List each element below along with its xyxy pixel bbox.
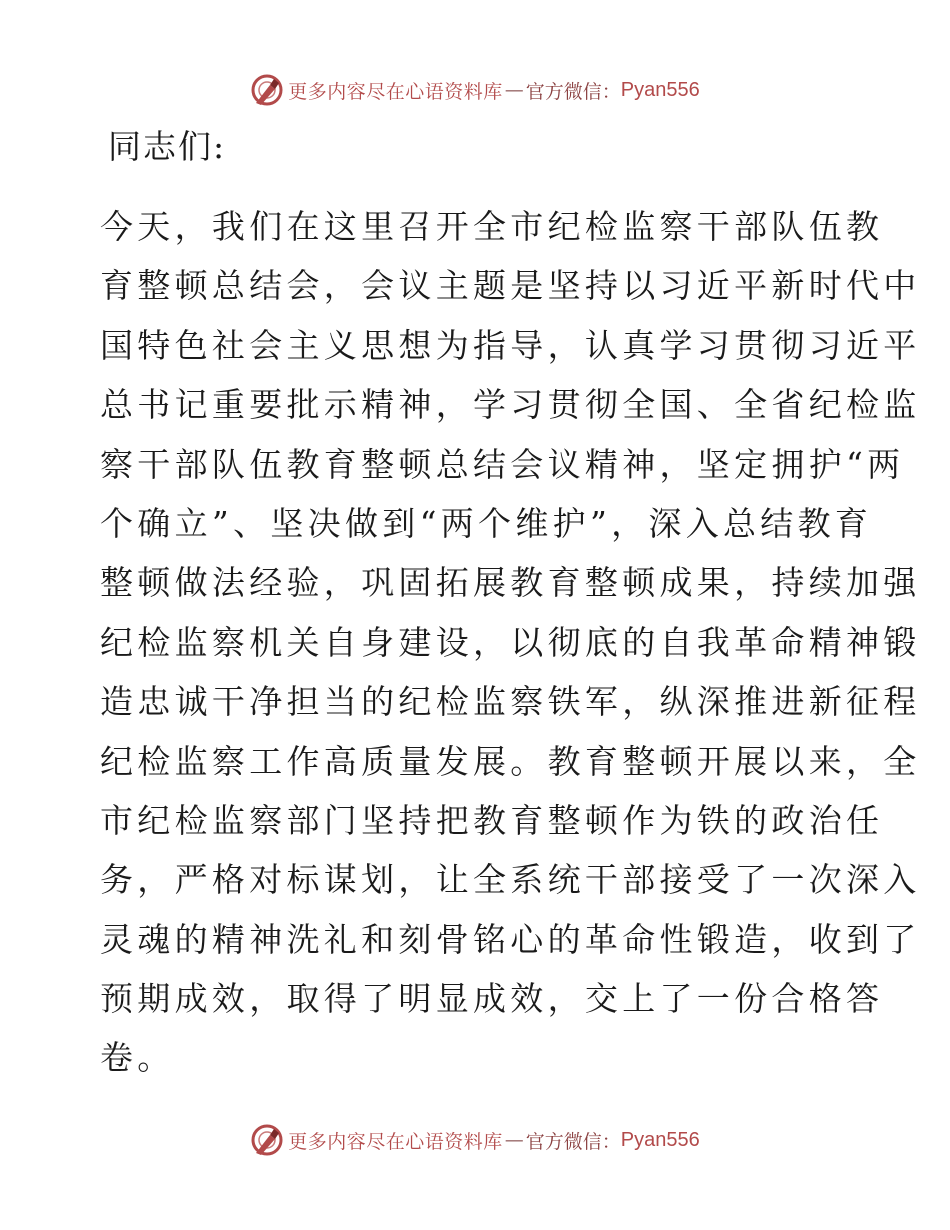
brand-text: 更多内容尽在心语资料库 — [288, 1130, 503, 1153]
paragraph-line: 造忠诚干净担当的纪检监察铁军，纵深推进新征程 — [100, 682, 921, 722]
paragraph-line: 育整顿总结会，会议主题是坚持以习近平新时代中 — [100, 266, 921, 306]
paragraph-line: 个确立”、坚决做到“两个维护”，深入总结教育 — [100, 503, 873, 543]
contact-label: 官方微信： — [525, 80, 621, 103]
paragraph-line: 预期成效，取得了明显成效，交上了一份合格答 — [100, 979, 884, 1019]
footer-watermark-banner — [0, 1120, 950, 1160]
contact-label: 官方微信： — [525, 1130, 621, 1153]
contact-handle: Pyan556 — [620, 78, 700, 101]
banner-separator: — — [504, 1129, 524, 1151]
contact-handle: Pyan556 — [620, 1128, 700, 1151]
paragraph-line: 总书记重要批示精神，学习贯彻全国、全省纪检监 — [100, 385, 921, 425]
banner-separator: — — [504, 79, 524, 101]
paragraph-line: 纪检监察工作高质量发展。教育整顿开展以来，全 — [100, 741, 921, 781]
paragraph-line: 市纪检监察部门坚持把教育整顿作为铁的政治任 — [100, 800, 884, 840]
paragraph-line: 纪检监察机关自身建设，以彻底的自我革命精神锻 — [100, 622, 921, 662]
brand-text: 更多内容尽在心语资料库 — [288, 80, 503, 103]
paragraph-line: 卷。 — [100, 1038, 175, 1078]
paragraph-line: 今天，我们在这里召开全市纪检监察干部队伍教 — [100, 207, 884, 246]
paragraph-line: 国特色社会主义思想为指导，认真学习贯彻习近平 — [100, 325, 921, 365]
paragraph-line: 察干部队伍教育整顿总结会议精神，坚定拥护“两 — [100, 444, 905, 484]
paragraph-line: 务，严格对标谋划，让全系统干部接受了一次深入 — [100, 860, 921, 900]
header-watermark-banner — [0, 70, 950, 110]
salutation: 同志们: — [108, 127, 227, 166]
pen-logo-icon — [250, 73, 284, 107]
paragraph-line: 整顿做法经验，巩固拓展教育整顿成果，持续加强 — [100, 563, 921, 603]
body-paragraph — [100, 197, 921, 1088]
pen-logo-icon — [250, 1123, 284, 1157]
paragraph-line: 灵魂的精神洗礼和刻骨铭心的革命性锻造，收到了 — [100, 919, 921, 959]
